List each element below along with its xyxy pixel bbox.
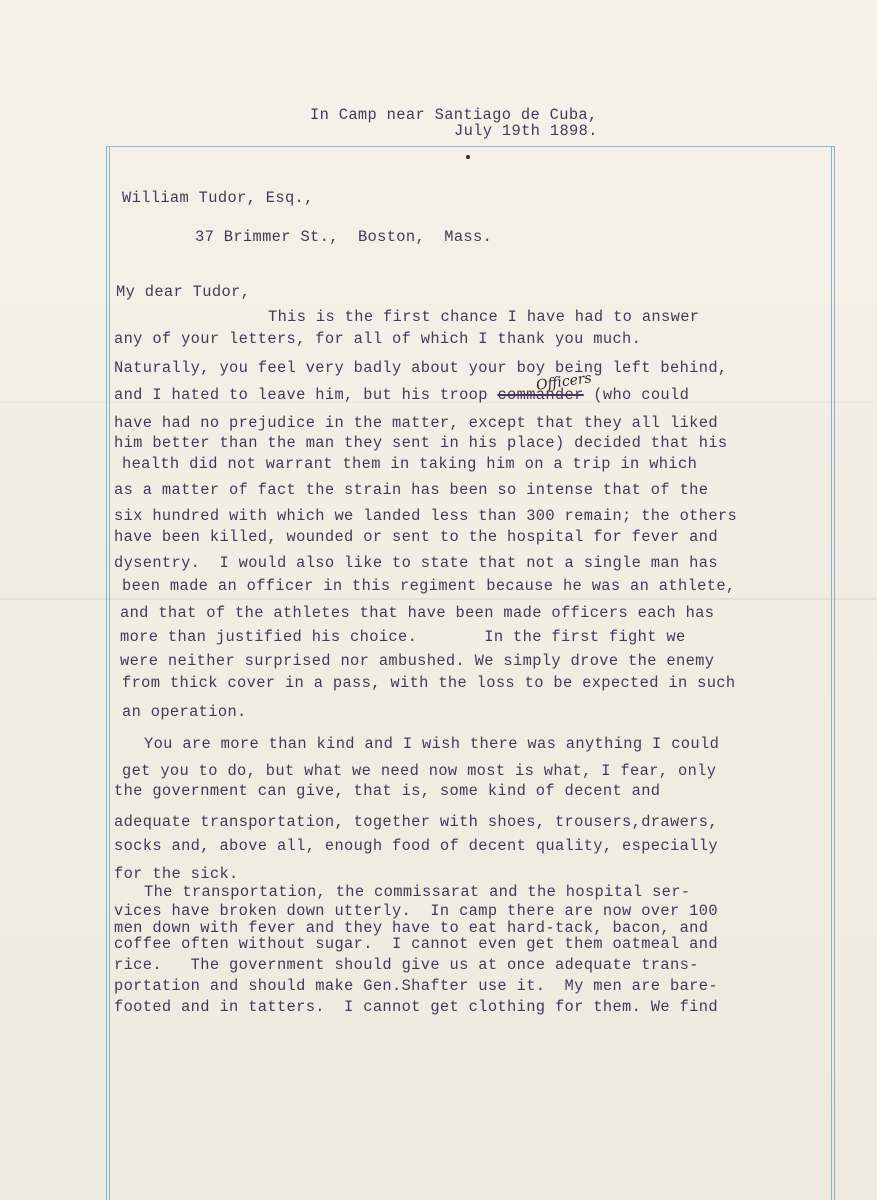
body-line-11: dysentry. I would also like to state that not a single man has (114, 554, 718, 572)
body-line-10: have been killed, wounded or sent to the hospital for fever and (114, 528, 718, 546)
addressee-name: William Tudor, Esq., (122, 189, 314, 207)
body-line-4 (114, 388, 689, 403)
margin-rule-left-inner (109, 146, 110, 1200)
body-line-25: vices have broken down utterly. In camp there are now over 100 (114, 902, 718, 920)
body-line-16: from thick cover in a pass, with the loss to be expected in such (122, 674, 736, 692)
addressee-address: 37 Brimmer St., Boston, Mass. (195, 228, 493, 246)
handwritten-correction: Officers (535, 370, 593, 394)
body-line-27: coffee often without sugar. I cannot even get them oatmeal and (114, 935, 718, 953)
body-line-1: This is the first chance I have had to answer (268, 308, 700, 326)
body-line-6: him better than the man they sent in his place) decided that his (114, 434, 728, 452)
body-line-24: The transportation, the commissarat and the hospital ser- (144, 883, 691, 901)
body-line-13: and that of the athletes that have been made officers each has (120, 604, 715, 622)
margin-rule-right-outer (834, 146, 835, 1200)
struck-word: commander (497, 386, 584, 404)
margin-rule-right (831, 146, 832, 1200)
body-line-23: for the sick. (114, 865, 239, 883)
heading-place: In Camp near Santiago de Cuba, (310, 106, 598, 124)
body-line-3: Naturally, you feel very badly about your boy being left behind, (114, 359, 728, 377)
body-line-20: the government can give, that is, some kind of decent and (114, 782, 661, 800)
salutation: My dear Tudor, (116, 283, 251, 301)
body-line-8: as a matter of fact the strain has been so intense that of the (114, 481, 709, 499)
ruled-top-line (106, 146, 835, 147)
body-line-15: were neither surprised nor ambushed. We simply drove the enemy (120, 652, 715, 670)
paper-fold-crease (0, 598, 877, 600)
margin-rule-left (106, 146, 107, 1200)
body-line-26: men down with fever and they have to eat hard-tack, bacon, and (114, 919, 709, 937)
typed-dot-mark (466, 155, 470, 159)
body-line-29: portation and should make Gen.Shafter use it. My men are bare- (114, 977, 718, 995)
body-line-22: socks and, above all, enough food of decent quality, especially (114, 837, 718, 855)
body-line-12: been made an officer in this regiment because he was an athlete, (122, 577, 736, 595)
body-line-18: You are more than kind and I wish there was anything I could (144, 735, 720, 753)
body-line-2: any of your letters, for all of which I thank you much. (114, 330, 642, 348)
body-line-21: adequate transportation, together with shoes, trousers,drawers, (114, 813, 718, 831)
body-line-17: an operation. (122, 703, 247, 721)
body-line-14: more than justified his choice. In the first fight we (120, 628, 686, 646)
body-line-9: six hundred with which we landed less than 300 remain; the others (114, 507, 738, 525)
body-line-28: rice. The government should give us at once adequate trans- (114, 956, 699, 974)
body-line-4-end: (who could (583, 386, 690, 404)
body-line-4-start: and I hated to leave him, but his troop (114, 386, 498, 404)
body-line-7: health did not warrant them in taking him on a trip in which (122, 455, 698, 473)
body-line-19: get you to do, but what we need now most is what, I fear, only (122, 762, 717, 780)
body-line-5: have had no prejudice in the matter, except that they all liked (114, 414, 718, 432)
body-line-30: footed and in tatters. I cannot get clothing for them. We find (114, 998, 718, 1016)
heading-date: July 19th 1898. (454, 122, 598, 140)
